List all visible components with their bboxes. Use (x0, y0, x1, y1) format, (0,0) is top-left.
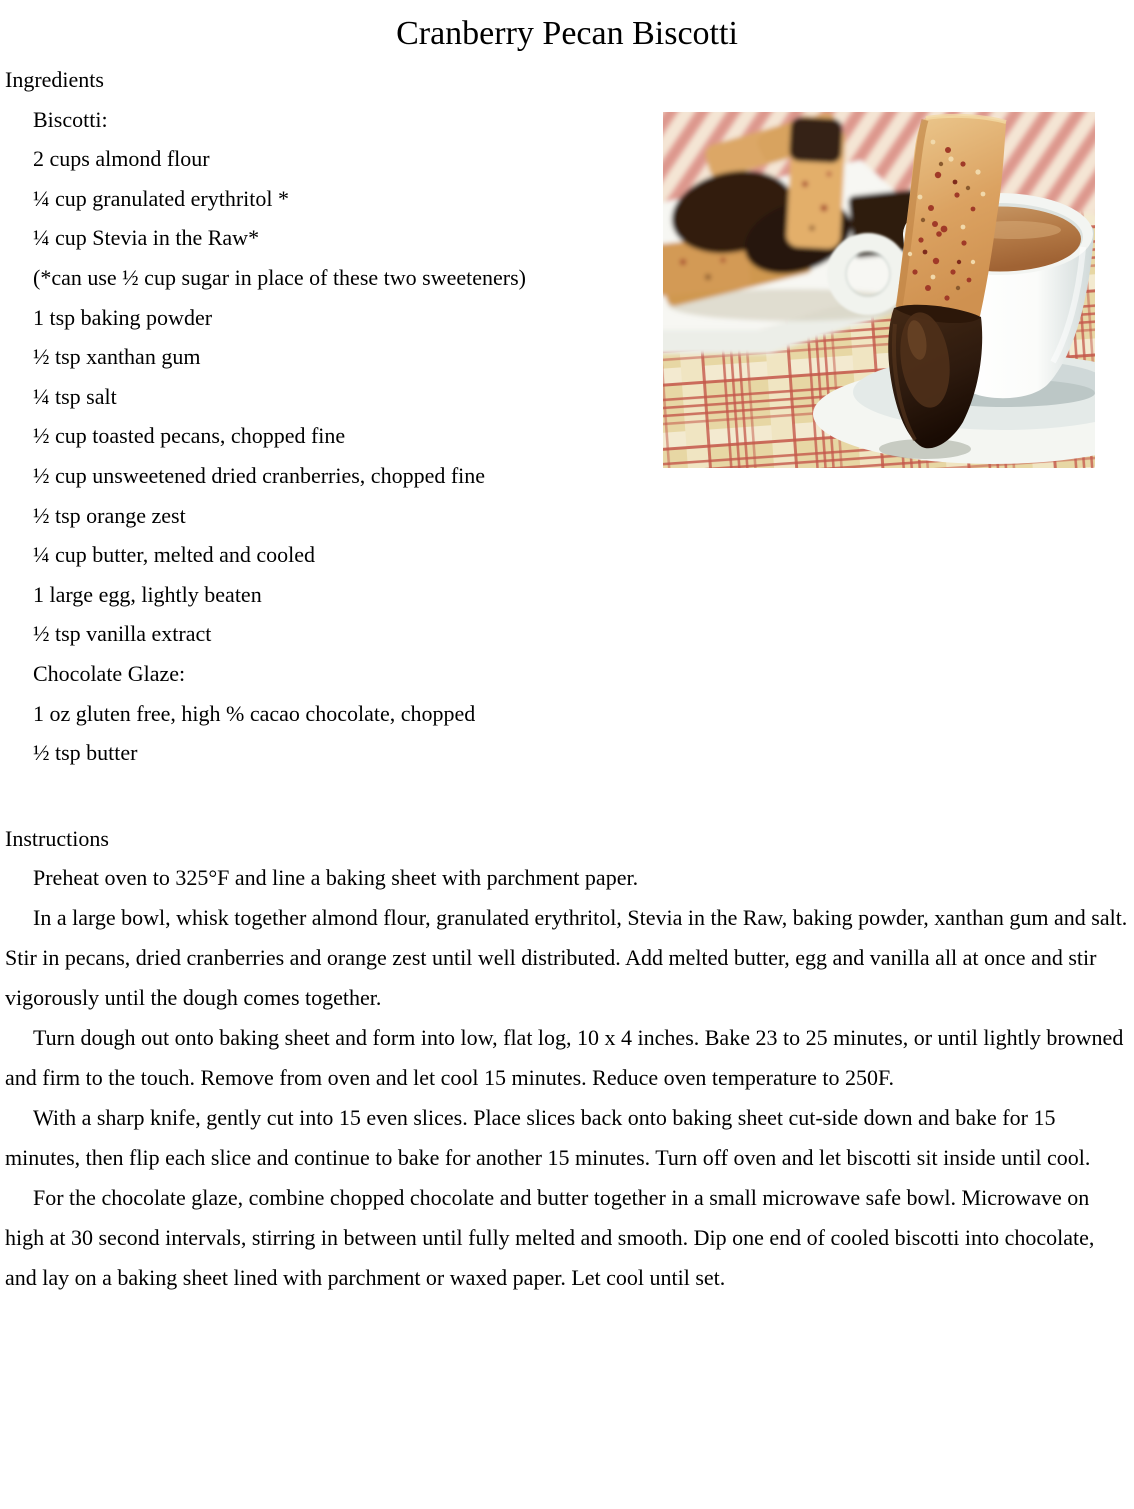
ingredient-item: 1 oz gluten free, high % cacao chocolate, chopped (33, 700, 476, 726)
ingredient-item: Chocolate Glaze: (33, 660, 186, 686)
ingredient-item: (*can use ½ cup sugar in place of these two sweeteners) (33, 264, 526, 290)
ingredients-section (5, 60, 1129, 773)
ingredient-item: ½ cup toasted pecans, chopped fine (33, 423, 346, 449)
ingredient-item: ½ tsp orange zest (33, 502, 186, 528)
ingredient-item: 2 cups almond flour (33, 146, 210, 172)
ingredient-item: Biscotti: (33, 106, 108, 132)
ingredient-item: ½ tsp xanthan gum (33, 344, 201, 370)
ingredients-list (5, 100, 1129, 773)
ingredient-item: 1 large egg, lightly beaten (33, 581, 262, 607)
ingredient-item: ½ cup unsweetened dried cranberries, chopped fine (33, 462, 486, 488)
instructions-section (5, 819, 1129, 1299)
ingredient-item: 1 tsp baking powder (33, 304, 213, 330)
instruction-paragraph: For the chocolate glaze, combine chopped chocolate and butter together in a small microwave safe bowl. Microwave on high at 30 second intervals, stirring in between until fully melted and smooth. Dip one end of cooled biscotti into chocolate, and lay on a baking sheet lined with parchment or waxed paper. Let cool until set. (5, 1185, 1095, 1291)
page-title: Cranberry Pecan Biscotti (396, 15, 738, 52)
ingredient-item: ¼ tsp salt (33, 383, 117, 409)
ingredient-item: ½ tsp vanilla extract (33, 621, 212, 647)
ingredient-item: ¼ cup Stevia in the Raw* (33, 225, 260, 251)
instruction-paragraph: Turn dough out onto baking sheet and form into low, flat log, 10 x 4 inches. Bake 23 to 25 minutes, or until lightly browned and firm to the touch. Remove from oven and let cool 15 minutes. Reduce oven temperature to 250F. (5, 1025, 1124, 1091)
ingredient-item: ¼ cup granulated erythritol * (33, 185, 289, 211)
ingredient-item: ½ tsp butter (33, 740, 138, 766)
ingredients-heading: Ingredients (5, 67, 104, 92)
instructions-heading: Instructions (5, 825, 109, 851)
ingredient-item: ¼ cup butter, melted and cooled (33, 542, 315, 568)
instruction-paragraph: In a large bowl, whisk together almond flour, granulated erythritol, Stevia in the Raw, baking powder, xanthan gum and salt. Stir in pecans, dried cranberries and orange zest until well distributed. Add melted butter, egg and vanilla all at once and stir vigorously until the dough comes together. (5, 905, 1128, 1011)
instruction-paragraph: Preheat oven to 325°F and line a baking sheet with parchment paper. (33, 865, 639, 891)
instruction-paragraph: With a sharp knife, gently cut into 15 even slices. Place slices back onto baking sheet cut-side down and bake for 15 minutes, then flip each slice and continue to bake for another 15 minutes. Turn off oven and let biscotti sit inside until cool. (5, 1105, 1091, 1171)
